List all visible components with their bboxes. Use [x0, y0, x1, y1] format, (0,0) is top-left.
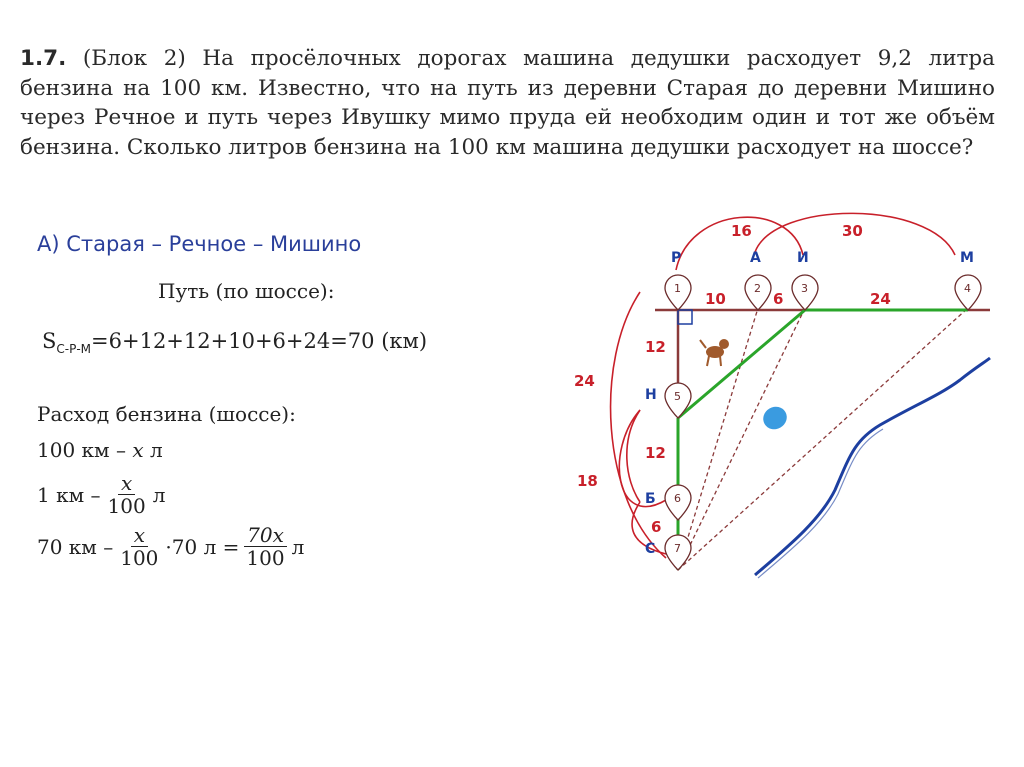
line3-mid: ·70 л =: [165, 534, 240, 559]
distance-10: 10: [705, 290, 726, 308]
line3-unit: л: [291, 534, 305, 559]
fraction-numerator: 70x: [244, 524, 287, 547]
line3-left: 70 км –: [37, 534, 114, 559]
line1-var: x: [132, 438, 144, 462]
distance-6-top: 6: [773, 290, 784, 308]
fraction-numerator: x: [118, 472, 135, 495]
line2-left: 1 км –: [37, 482, 101, 507]
pin-3-number: 3: [801, 282, 808, 295]
fraction-denominator: 100: [120, 546, 159, 570]
line1-left: 100 км –: [37, 438, 133, 462]
problem-number: 1.7.: [20, 46, 67, 71]
village-r-label: Р: [671, 250, 682, 266]
distance-18-left: 18: [577, 472, 598, 490]
formula-subscript: С-Р-М: [56, 342, 92, 357]
distance-16: 16: [731, 222, 752, 240]
village-b-label: Б: [645, 491, 656, 507]
problem-body: (Блок 2) На просёлочных дорогах машина дедушки расходует 9,2 литра бензина на 100 км. Известно, что на путь из деревни Старая до деревни Мишино через Речное и путь через Ивушку мимо пруда ей необходим один и тот же объём бензина. Сколько литров бензина на 100 км машина дедушки расходует на шоссе?: [20, 46, 995, 160]
map-pins: [665, 275, 981, 570]
pin-5-number: 5: [674, 390, 681, 403]
distance-12-upper: 12: [645, 338, 666, 356]
pin-6-number: 6: [674, 492, 681, 505]
variant-a-heading: А) Старая – Речное – Мишино: [37, 232, 362, 256]
fraction-denominator: 100: [246, 546, 285, 570]
path-label: Путь (по шоссе):: [158, 279, 335, 303]
fraction-numerator: x: [131, 524, 148, 547]
distance-24-left: 24: [574, 372, 595, 390]
village-i-label: И: [797, 250, 809, 266]
village-a-label: А: [750, 250, 761, 266]
fuel-title: Расход бензина (шоссе):: [37, 402, 296, 426]
arcs: [611, 213, 955, 558]
pin-1-number: 1: [674, 282, 681, 295]
distance-6-bottom: 6: [651, 518, 662, 536]
formula-s: S: [42, 329, 57, 353]
right-angle-mark: [678, 310, 692, 324]
distance-24-top: 24: [870, 290, 891, 308]
formula-rhs: =6+12+12+10+6+24=70 (км): [91, 329, 428, 353]
line1-unit: л: [143, 438, 163, 462]
pin-7-number: 7: [674, 542, 681, 555]
village-s-label: С: [645, 541, 656, 557]
distance-12-lower: 12: [645, 444, 666, 462]
pond: [759, 402, 791, 433]
dog-icon: [700, 339, 729, 366]
distance-30: 30: [842, 222, 863, 240]
village-m-label: М: [960, 250, 974, 266]
pin-2-number: 2: [754, 282, 761, 295]
line2-unit: л: [152, 482, 166, 507]
fraction-denominator: 100: [107, 494, 146, 518]
village-n-label: Н: [645, 387, 657, 403]
pin-4-number: 4: [964, 282, 971, 295]
river: [755, 358, 990, 575]
